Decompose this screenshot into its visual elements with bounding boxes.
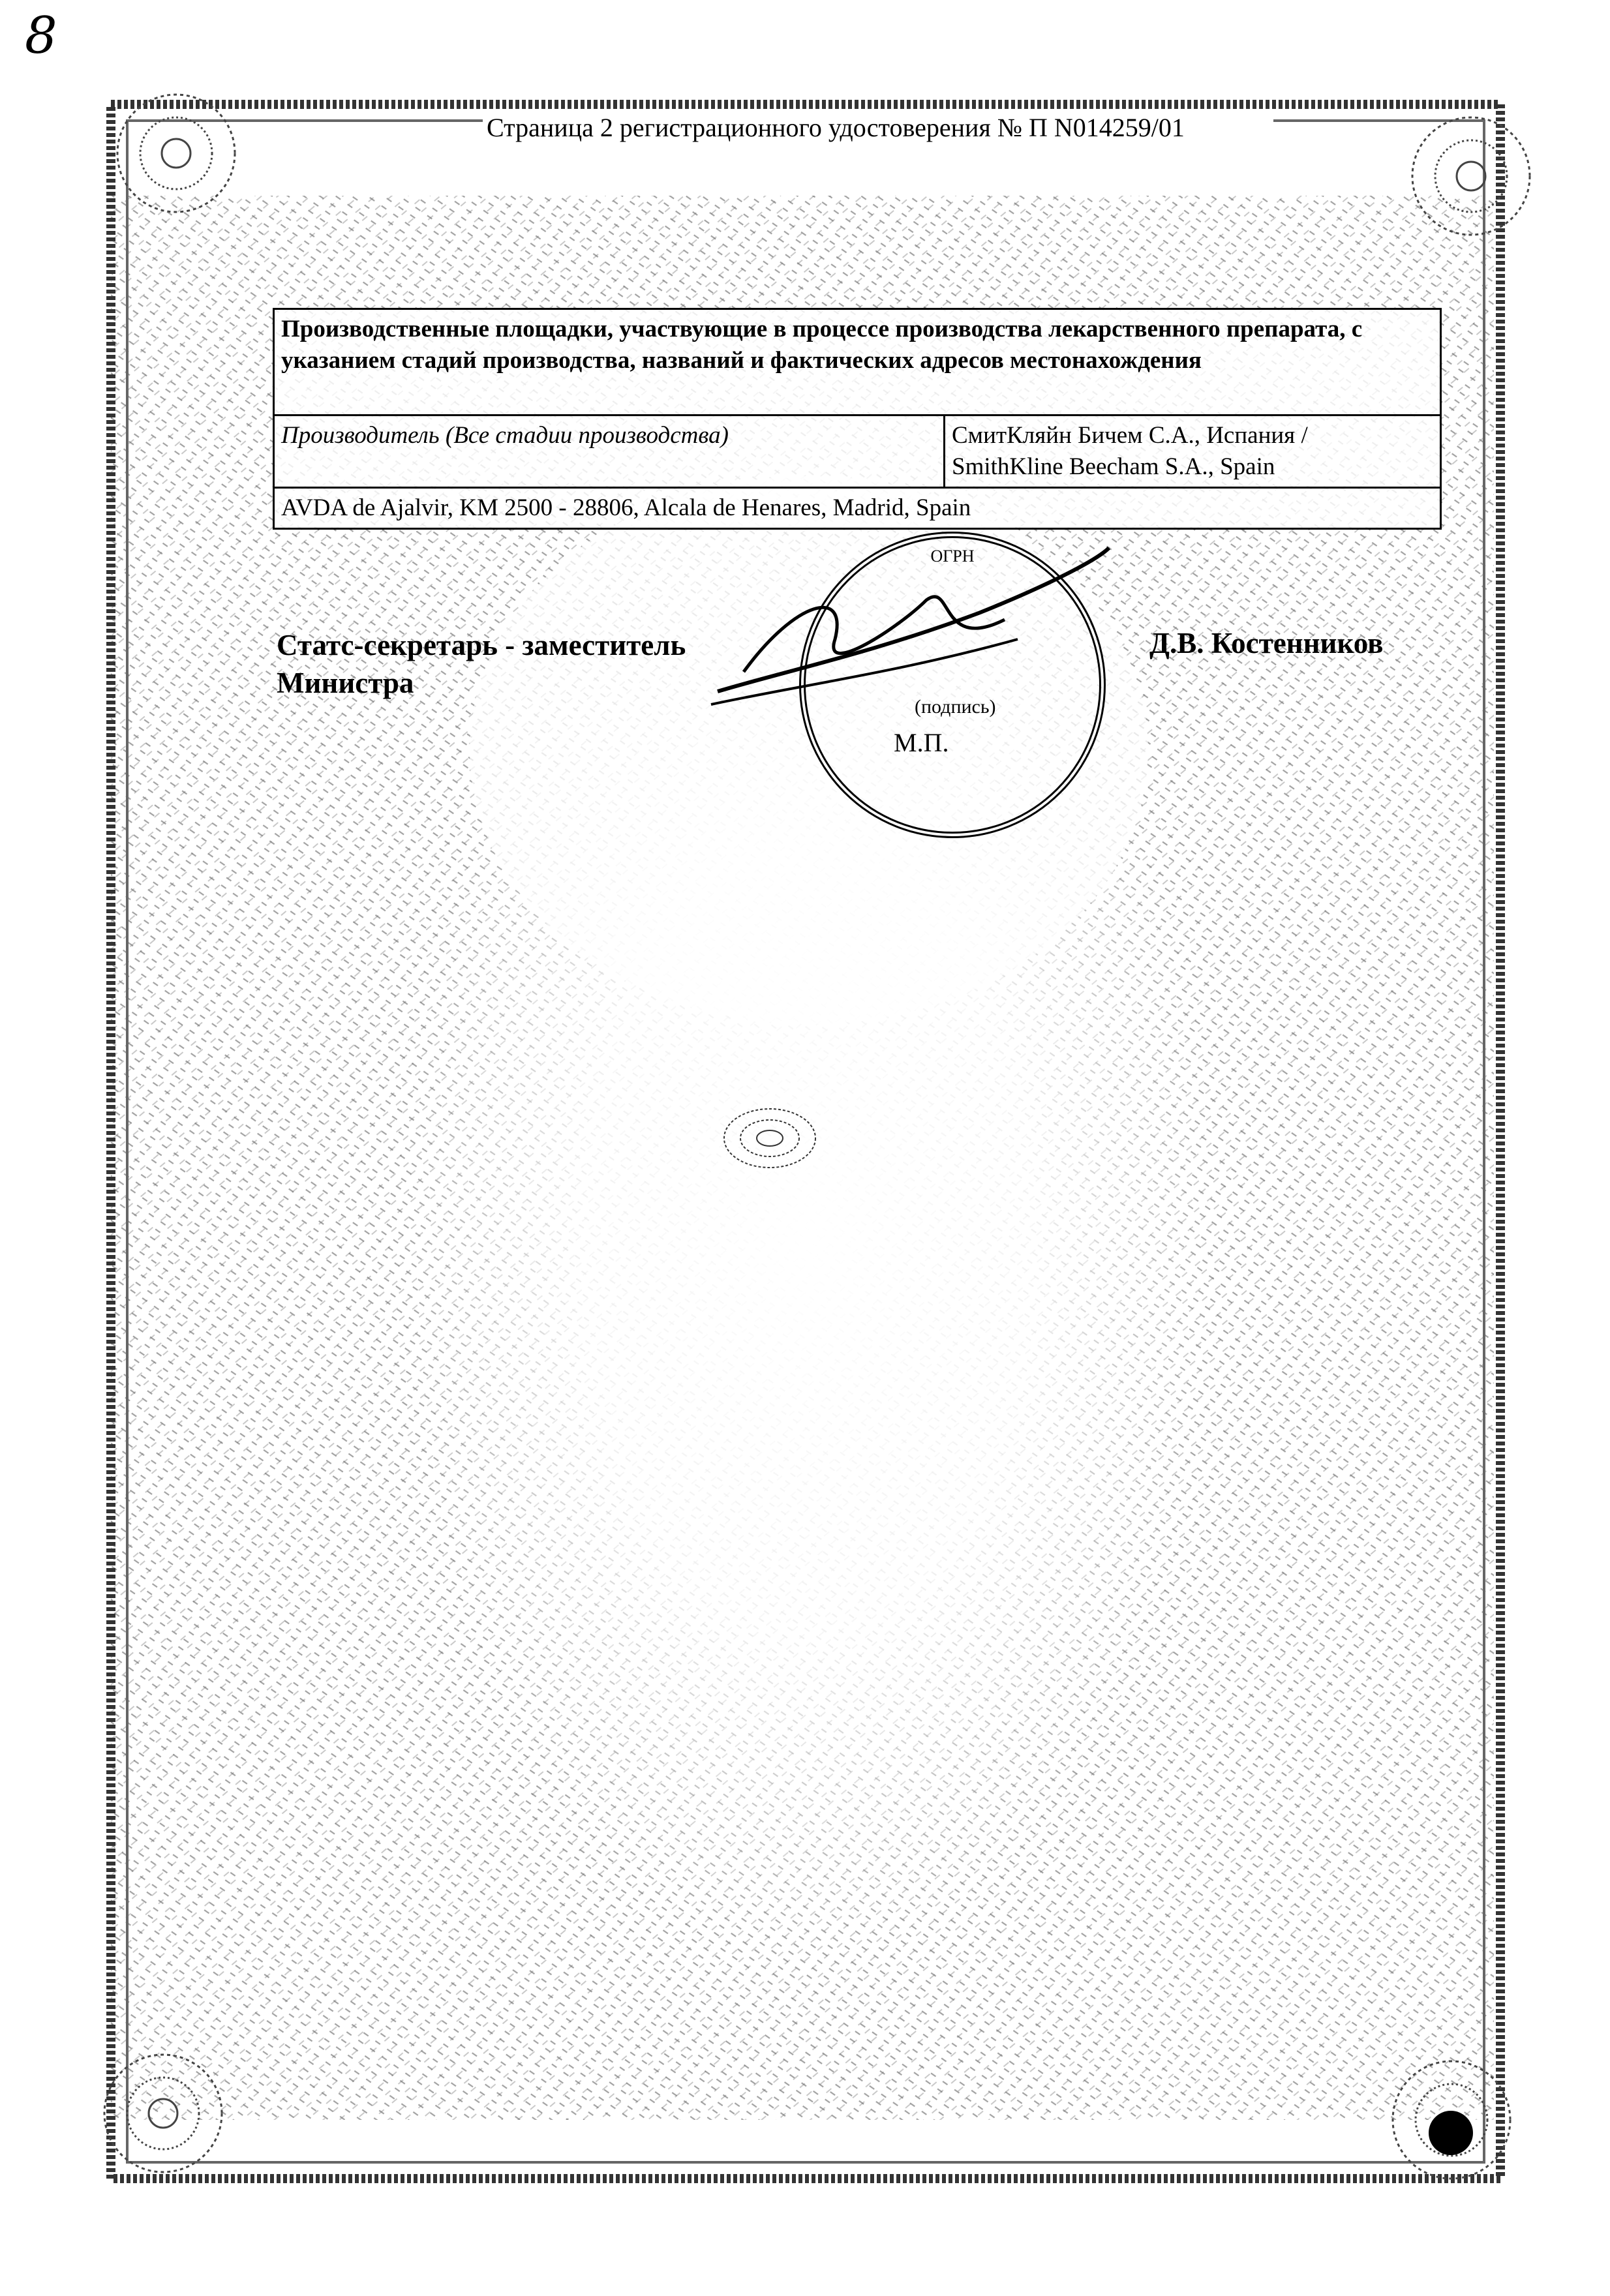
seal-place-label: М.П. bbox=[894, 728, 949, 757]
handwritten-signature bbox=[705, 522, 1122, 822]
table-row bbox=[274, 415, 1441, 488]
corner-rosette-tl bbox=[117, 95, 235, 212]
manufacturer-name-en: SmithKline Beecham S.A., Spain bbox=[952, 453, 1275, 480]
handwritten-mark: 8 bbox=[25, 7, 57, 65]
signature-caption: (подпись) bbox=[915, 696, 996, 718]
signatory-title bbox=[277, 626, 686, 702]
manufacturer-role: Производитель (Все стадии производства) bbox=[274, 415, 945, 488]
corner-dot bbox=[1429, 2111, 1473, 2155]
signatory-name: Д.В. Костенников bbox=[1149, 627, 1384, 659]
page-header: Страница 2 регистрационного удостоверения № П N014259/01 bbox=[483, 112, 1273, 143]
signatory-title-line1: Статс-секретарь - заместитель bbox=[277, 629, 686, 661]
table-heading: Производственные площадки, участвующие в процессе производства лекарственного препарата, с указанием стадий производства, названий и фактических адресов местонахождения bbox=[274, 309, 1441, 415]
seal-text: ОГРН bbox=[930, 547, 975, 566]
manufacturer-name-ru: СмитКляйн Бичем С.А., Испания / bbox=[952, 422, 1308, 449]
signatory-title-line2: Министра bbox=[277, 667, 414, 699]
manufacturer-name bbox=[945, 415, 1441, 488]
production-sites-table bbox=[273, 308, 1442, 530]
manufacturer-address: AVDA de Ajalvir, KM 2500 - 28806, Alcala de Henares, Madrid, Spain bbox=[274, 488, 1441, 529]
table-row bbox=[274, 309, 1441, 415]
